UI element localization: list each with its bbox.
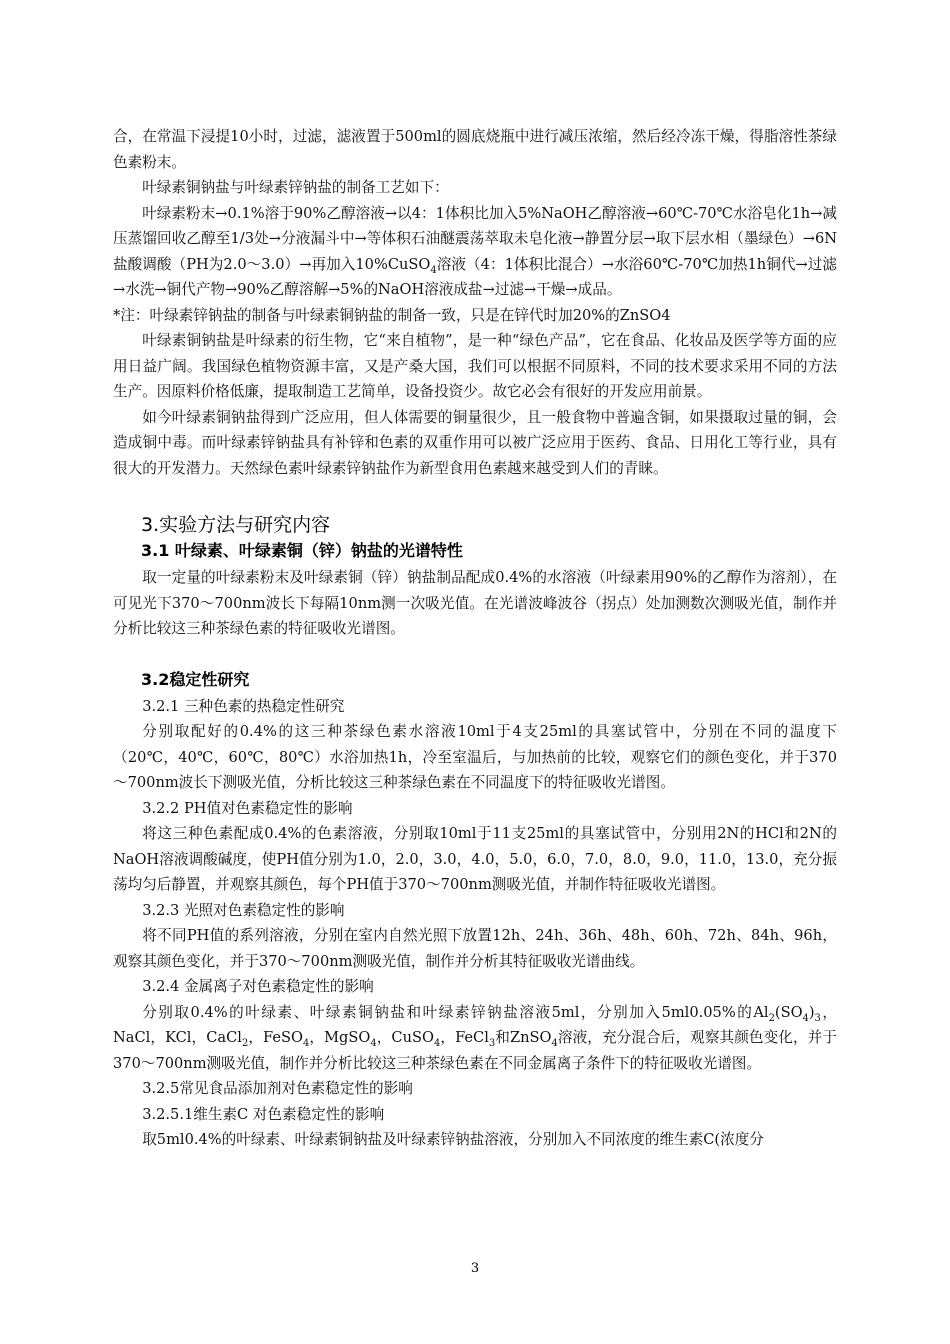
document-page [113, 124, 837, 1153]
section-3-2-1-text: 分别取配好的0.4%的这三种茶绿色素水溶液10ml于4支25ml的具塞试管中，分别在不同的温度下（20℃，40℃，60℃，80℃）水浴加热1h，冷至室温后，与加热前的比较，观察它们的颜色变化，并于370～700nm波长下测吸光值，分析比较这三种茶绿色素在不同温度下的特征吸收光谱图。 [113, 723, 837, 791]
section-3-2-2-heading: 3.2.2 PH值对色素稳定性的影响 [142, 799, 353, 817]
page-number: 3 [470, 1261, 480, 1276]
paragraph-process-intro: 叶绿素铜钠盐与叶绿素锌钠盐的制备工艺如下： [142, 179, 449, 196]
section-3-1-heading: 3.1 叶绿素、叶绿素铜（锌）钠盐的光谱特性 [141, 541, 463, 560]
paragraph-copper-sodium: 叶绿素铜钠盐是叶绿素的衍生物，它“来自植物”，是一种“绿色产品”，它在食品、化妆品及医学等方面的应用日益广阔。我国绿色植物资源丰富，又是产桑大国，我们可以根据不同原料，不同的技术要求采用不同的方法生产。因原料价格低廉，提取制造工艺简单，设备投资少。故它必会有很好的开发应用前景。 [113, 332, 837, 400]
section-3-2-1-heading: 3.2.1 三种色素的热稳定性研究 [142, 697, 345, 715]
section-3-2-2-text: 将这三种色素配成0.4%的色素溶液，分别取10ml于11支25ml的具塞试管中，分别用2N的HCl和2N的NaOH溶液调酸碱度，使PH值分别为1.0，2.0，3.0，4.0，5.0，6.0，7.0，8.0，9.0，11.0，13.0，充分振荡均匀后静置，并观察其颜色，每个PH值于370～700nm测吸光值，并制作特征吸收光谱图。 [113, 825, 837, 893]
section-3-1-text: 取一定量的叶绿素粉末及叶绿素铜（锌）钠盐制品配成0.4%的水溶液（叶绿素用90%的乙醇作为溶剂），在可见光下370～700nm波长下每隔10nm测一次吸光值。在光谱波峰波谷（拐点）处加测数次测吸光值，制作并分析比较这三种茶绿色素的特征吸收光谱图。 [113, 569, 837, 637]
section-3-2-3-text: 将不同PH值的系列溶液，分别在室内自然光照下放置12h、24h、36h、48h、60h、72h、84h、96h，观察其颜色变化，并于370～700nm测吸光值，制作并分析其特征吸收光谱曲线。 [113, 927, 837, 970]
paragraph-continuation: 合，在常温下浸提10小时，过滤，滤液置于500ml的圆底烧瓶中进行减压浓缩，然后经冷冻干燥，得脂溶性茶绿色素粉末。 [113, 128, 837, 171]
section-3-2-4-heading: 3.2.4 金属离子对色素稳定性的影响 [142, 978, 374, 995]
note-zinc: *注：叶绿素锌钠盐的制备与叶绿素铜钠盐的制备一致，只是在锌代时加20%的ZnSO4 [113, 306, 671, 324]
section-3-2-5-1-text: 取5ml0.4%的叶绿素、叶绿素铜钠盐及叶绿素锌钠盐溶液，分别加入不同浓度的维生素C(浓度分 [142, 1131, 764, 1148]
section-3-heading: 3.实验方法与研究内容 [141, 514, 331, 536]
section-3-2-4-text: 分别取0.4%的叶绿素、叶绿素铜钠盐和叶绿素锌钠盐溶液5ml，分别加入5ml0.05%的$Al_2(SO_4)_3$，NaCl，KCl，CaCl$_2$，FeSO$_4$，MgSO$_4$，CuSO$_4$，FeCl$_3$和ZnSO$_4$溶液，充分混合后，观察其颜色变化，并于370～700nm测吸光值，制作并分析比较这三种茶绿色素在不同金属离子条件下的特征吸收光谱图。 [113, 1003, 837, 1072]
paragraph-zinc-sodium: 如今叶绿素铜钠盐得到广泛应用，但人体需要的铜量很少，且一般食物中普遍含铜，如果摄取过量的铜，会造成铜中毒。而叶绿素锌钠盐具有补锌和色素的双重作用可以被广泛应用于医药、食品、日用化工等行业，具有很大的开发潜力。天然绿色素叶绿素锌钠盐作为新型食用色素越来越受到人们的青睐。 [113, 408, 837, 477]
section-3-2-5-1-heading: 3.2.5.1维生素C 对色素稳定性的影响 [142, 1105, 385, 1123]
paragraph-process-flow: 叶绿素粉末→0.1%溶于90%乙醇溶液→以4：1体积比加入5%NaOH乙醇溶液→60℃-70℃水浴皂化1h→减压蒸馏回收乙醇至1/3处→分液漏斗中→等体积石油醚震荡萃取未皂化液→静置分层→取下层水相（墨绿色）→6N盐酸调酸（PH为2.0～3.0）→再加入10%CuSO$_4$溶液（4：1体积比混合）→水浴60℃-70℃加热1h铜代→过滤→水洗→铜代产物→90%乙醇溶解→5%的NaOH溶液成盐→过滤→干燥→成品。 [113, 204, 837, 298]
section-3-2-heading: 3.2稳定性研究 [141, 669, 250, 689]
section-3-2-5-heading: 3.2.5常见食品添加剂对色素稳定性的影响 [142, 1080, 413, 1097]
section-3-2-3-heading: 3.2.3 光照对色素稳定性的影响 [142, 901, 345, 919]
